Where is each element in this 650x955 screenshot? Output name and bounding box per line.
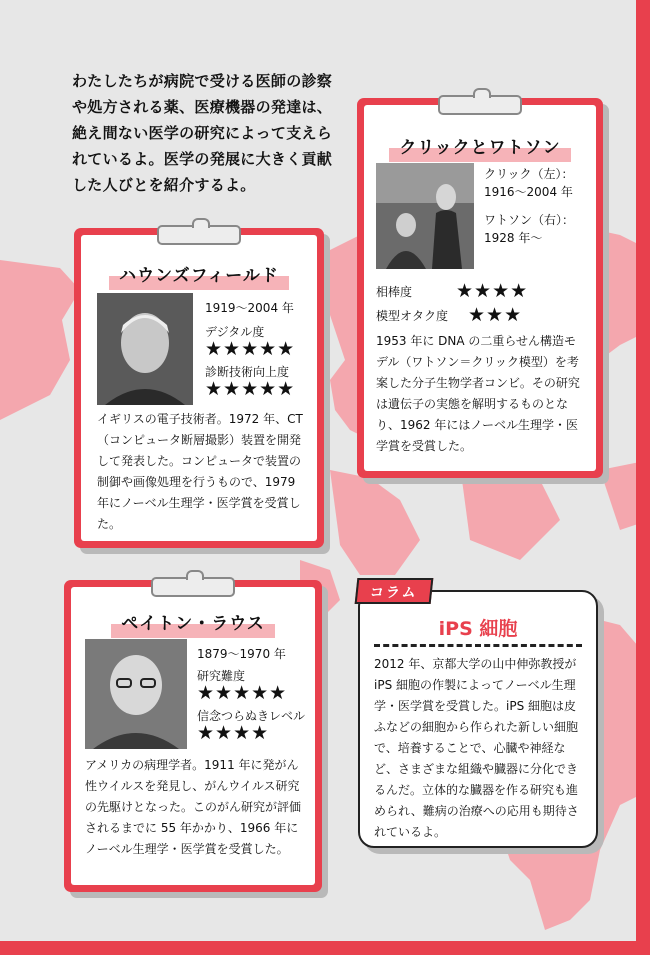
crick-years: 1916～2004 年	[484, 185, 573, 199]
column-box	[358, 590, 598, 848]
stat1-label: 研究難度	[197, 669, 246, 683]
portrait-photo	[97, 293, 193, 405]
card-hounsfield-inner	[81, 235, 317, 541]
card-title-text: ペイトン・ラウス	[111, 607, 275, 638]
stat2-stars: ★★★★	[197, 722, 270, 744]
stat1-label: デジタル度	[205, 325, 265, 339]
stat2-stars: ★★★★★	[205, 378, 296, 400]
portrait-photo	[85, 639, 187, 749]
stat1-stars: ★★★★★	[205, 338, 296, 360]
card-rous	[64, 580, 322, 892]
clip-icon	[438, 95, 522, 115]
card-crick-watson-inner	[364, 105, 596, 471]
column-body: 2012 年、京都大学の山中伸弥教授が iPS 細胞の作製によってノーベル生理学・医学賞を受賞した。iPS 細胞は皮ふなどの細胞から作られた新しい細胞で、培養することで、心臓や神経など、さまざまな組織や臓器に分化できるんだ。立体的な臓器を作る研究も進められ、難病の治療への応用も期待されているよ。	[374, 657, 579, 839]
watson-label: ワトソン（右）：	[484, 213, 575, 227]
card-title-text: ハウンズフィールド	[109, 259, 289, 290]
column-title: iPS 細胞	[438, 618, 518, 640]
card-body: 1953 年に DNA の二重らせん構造モデル（ワトソン＝クリック模型）を考案した分子生物学者コンビ。その研究は遺伝子の実態を解明するものとなり、1962 年にはノーベル生理学・医学賞を受賞した。	[376, 334, 580, 453]
stat1-stars: ★★★★	[456, 280, 529, 302]
stat1-label: 相棒度	[376, 285, 413, 299]
column-tag: コラム	[355, 578, 434, 604]
portrait-photo-icon	[97, 293, 193, 405]
intro-paragraph: わたしたちが病院で受ける医師の診察や処方される薬、医療機器の発達は、絶え間ない医学の研究によって支えられているよ。医学の発展に大きく貢献した人びとを紹介するよ。	[72, 72, 333, 194]
dashed-divider	[374, 644, 582, 647]
card-body: イギリスの電子技術者。1972 年、CT（コンピュータ断層撮影）装置を開発して発表した。コンピュータで装置の制御や画像処理を行うもので、1979 年にノーベル生理学・医学賞を受賞した。	[97, 412, 303, 531]
years-text: 1919～2004 年	[205, 301, 294, 315]
card-title	[364, 131, 596, 162]
stat2-label: 模型オタク度	[376, 309, 449, 323]
crick-label: クリック（左）：	[484, 167, 574, 181]
stat2-stars: ★★★	[468, 304, 523, 326]
card-title	[81, 259, 317, 290]
years-text: 1879～1970 年	[197, 647, 286, 661]
card-rous-inner	[71, 587, 315, 885]
clip-icon	[151, 577, 235, 597]
clip-icon	[157, 225, 241, 245]
card-title-text: クリックとワトソン	[389, 131, 570, 162]
stat2-label: 信念つらぬきレベル	[197, 709, 306, 723]
card-hounsfield	[74, 228, 324, 548]
stat2-label: 診断技術向上度	[205, 365, 290, 379]
card-body: アメリカの病理学者。1911 年に発がん性ウイルスを発見し、がんウイルス研究の先駆けとなった。このがん研究が評価されるまでに 55 年かかり、1966 年にノーベル生理学・医学賞を受賞した。	[85, 758, 302, 856]
portrait-photo-icon	[376, 163, 474, 269]
portrait-photo	[376, 163, 474, 269]
card-crick-watson	[357, 98, 603, 478]
card-title	[71, 607, 315, 638]
portrait-photo-icon	[85, 639, 187, 749]
stat1-stars: ★★★★★	[197, 682, 288, 704]
watson-years: 1928 年～	[484, 231, 543, 245]
